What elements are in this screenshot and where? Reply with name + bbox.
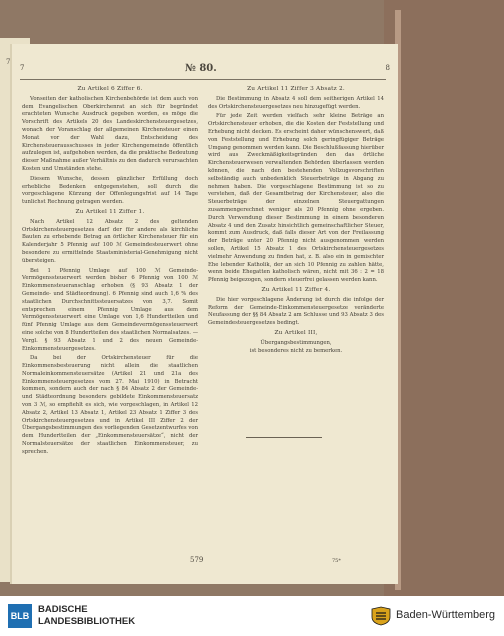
paragraph: Nach Artikel 12 Absatz 2 des geltenden Ortskirchensteuergesetzes darf der für andere als kirchliche Bauten zu erhebende Betrag an örtlicher Kirchensteuer für ein Kalenderjahr 5 Pfennig auf 100 ℳ Gemeindesteuerwert ohne besondere zu ermittelnde Staatsministerial-Genehmigung nicht übersteigen. <box>22 218 198 264</box>
right-column <box>208 84 384 357</box>
header-rule <box>20 79 386 80</box>
library-name-line1: BADISCHE <box>38 604 88 615</box>
section-heading: Zu Artikel 11 Ziffer 4. <box>261 286 331 293</box>
section-heading: Zu Artikel 11 Ziffer 1. <box>75 208 145 215</box>
section-separator <box>246 437 322 438</box>
paragraph: Diesem Wunsche, dessen gänzlicher Erfüllung doch erhebliche Bedenken entgegenstehen, soll durch die vorgeschlagene Kürzung der Offenlegungsfrist auf 14 Tage tunlichst Rechnung getragen werden. <box>22 175 198 206</box>
paragraph: Die Bestimmung in Absatz 4 soll dem seitherigen Artikel 14 des Ortskirchensteuergesetzes neu hinzugefügt werden. <box>208 95 384 110</box>
previous-page-number: 7 <box>6 58 11 66</box>
library-name[interactable] <box>38 604 135 628</box>
running-head <box>20 64 390 78</box>
paragraph: Die hier vorgeschlagene Änderung ist durch die infolge der Reform der Gemeinde-Einkommensteuergesetze veränderte Neufassung der §§ 84 Absatz 2 am Schlusse und 93 Absatz 3 des Gemeindesteuergesetzes bedingt. <box>208 296 384 327</box>
branding-bar <box>0 596 504 636</box>
book-cover <box>384 0 504 596</box>
document-page <box>12 44 398 584</box>
paragraph: Vonseiten der katholischen Kirchenbehörde ist dem auch von dem Evangelischen Oberkirchenrat an sich für begründet erachteten Wunsche Ausdruck gegeben worden, es möge die Vorschrift des Artikels 20 des Landeskirchensteuergesetzes, wonach der Voranschlag der allgemeinen Kirchensteuer einen Monat vor der Wahl dazu, Entscheidung des Kirchensteuerausschusses in jeder Kirchengemeinde öffentlich aufzulegen ist, aufgehoben werden, da die praktische Bedeutung dieser Maßnahme außer Verhältnis zu den dadurch verursachten Kosten und Umständen stehe. <box>22 95 198 172</box>
paragraph: ist besonderes nicht zu bemerken. <box>249 347 343 354</box>
right-page-number: 8 <box>385 64 390 72</box>
library-name-line2: LANDESBIBLIOTHEK <box>38 616 136 627</box>
section-heading: Zu Artikel 6 Ziffer 6. <box>77 86 143 92</box>
paragraph: Für jede Zeit werden vielfach sehr kleine Beträge an Ortskirchensteuer erhoben, die die Kosten der Feststellung und Erhebung nicht decken. Es erscheint daher wünschenswert, daß von Feststellung und Erhebung solch geringfügiger Beträge Umgang genommen werden kann. Die Beschlußfassung hierüber wird aus Zweckmäßigkeitsgründen den das örtliche Kirchensteuerwesen verwaltenden Behörden überlassen werden können, die nach den bestehenden Vollzugsvorschriften selbständig auch unbedenklich Steuerbeträge in Abgang zu nehmen haben. Die vorgeschlagene Bestimmung ist so zu verstehen, daß der Gesamtbetrag der Kirchensteuer, also die Steuerbeträge der einzelnen Steuergattungen zusammengerechnet weniger als 20 Pfennig ohne ergeben. Durch Verwendung dieser Bestimmung in einem besonderen Absatz 4 und den Zusatz hinsichtlich gemeinschaftlicher Steuer, kommt zum Ausdruck, daß falls dieser Art von der Freilassung der Beträge unter 20 Pfennig nicht ausgenommen werden sollen, Artikel 15 Absatz 1 des Ortskirchensteuergesetzes vielmehr Anwendung zu finden hat, z. B. also ein in gemischter Ehe lebender Katholik, der an sich 10 Pfennig zu zahlen hätte, wenn beide Ehegatten katholisch wären, nicht mit 36 : 2 = 18 Pfennig beigezogen, sondern steuerfrei gelassen werden kann. <box>208 113 384 284</box>
blb-logo[interactable]: BLB <box>8 604 32 628</box>
paragraph: Da bei der Ortskirchensteuer für die Einkommensbesteuerung nicht allein die staatlichen Normaleinkommensteuersätze (Artikel 21 und 21a des Einkommensteuergesetzes vom 27. Mai 1910) in Betracht kommen, sondern auch der nach § 84 Absatz 2 der Gemeinde- und Städteordnung besonders gebildete Einkommensteuersatz von 3 ℳ, so empfiehlt es sich, wie vorgeschlagen, in Artikel 12 Absatz 2, Artikel 13 Absatz 1, Artikel 23 Absatz 1 Ziffer 3 des Ortskirchensteuergesetzes und in Artikel III Ziffer 2 der Übergangsbestimmungen des vorliegenden Gesetzentwurfes von dem Hundertteilen der „Einkommensteuersätze“, nicht der Normalsteuersätze der staatlichen Einkommensteuer, zu sprechen. <box>22 355 198 455</box>
state-name[interactable]: Baden-Württemberg <box>396 609 496 621</box>
section-heading: Zu Artikel III, <box>274 329 318 336</box>
footer-page-number: 579 <box>190 556 204 564</box>
baden-wuerttemberg-crest-icon[interactable] <box>370 606 392 626</box>
left-page-number: 7 <box>20 64 25 72</box>
section-subheading: Übergangsbestimmungen, <box>260 339 332 346</box>
paragraph: Bei 1 Pfennig Umlage auf 100 ℳ Gemeinde-Vermögenssteuerwert werden bisher 6 Pfennig von 100 ℳ Einkommensteueranschlag erhoben (§ 93 Absatz 1 der Gemeinde- und Städteordnung). 6 Pfennig sind auch 1,6 % des staatlichen Durchschnittssteuersatzes von 3,7. Somit entsprechen einem Pfennig Umlage aus dem Vermögenssteuerwert eine Umlage von 1,6 Hundertteilen und fünf Pfennig Umlage aus dem Gemeindevermögenssteuerwert eine solche von 8 Hundertteilen des staatlichen Normalsatzes. — Vergl. § 93 Absatz 1 und 2 des neuen Gemeinde-Einkommensteuergesetzes. <box>22 267 198 352</box>
left-column <box>22 84 198 459</box>
section-heading: Zu Artikel 11 Ziffer 3 Absatz 2. <box>247 86 345 92</box>
footer-signature: 75* <box>332 558 341 564</box>
issue-number: № 80. <box>185 63 217 74</box>
